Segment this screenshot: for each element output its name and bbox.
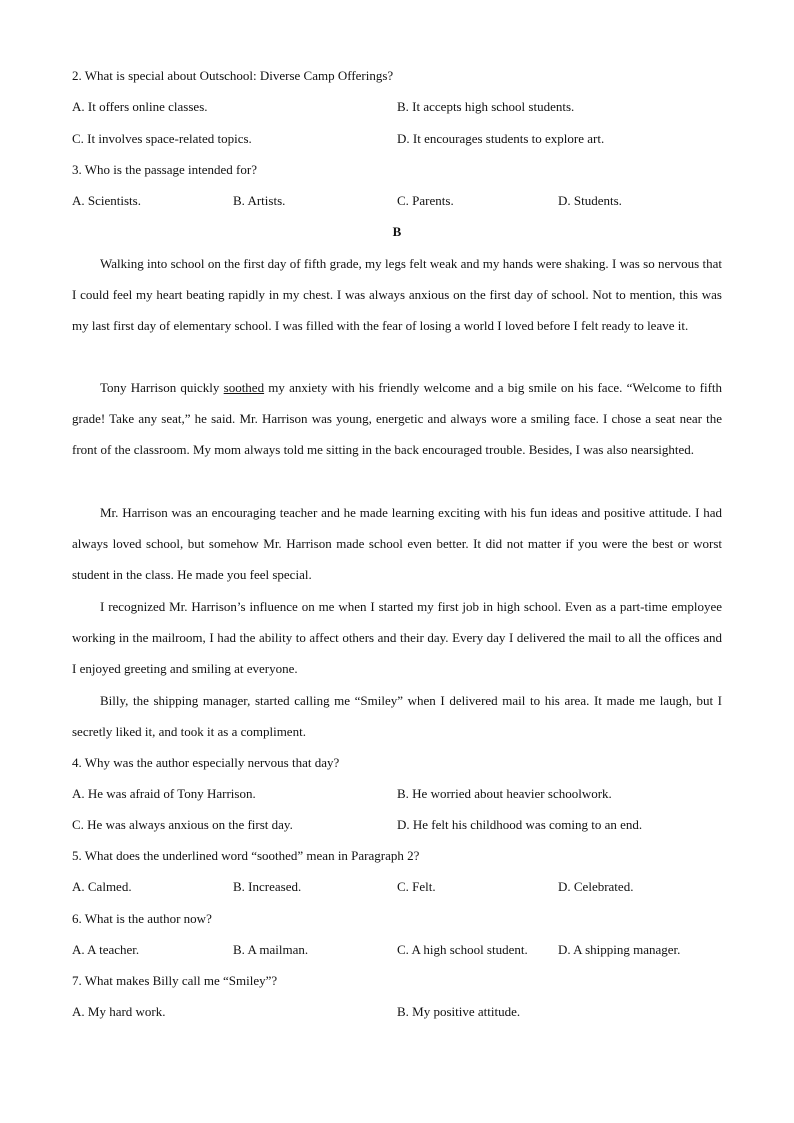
passage-paragraph-3: Mr. Harrison was an encouraging teacher and he made learning exciting with his fun ideas and positive attitude. I had always loved school, but somehow Mr. Harrison made school even better. It did not matter if you were the best or worst student in the class. He made you feel special. [72, 505, 722, 583]
question-4-option-a: A. He was afraid of Tony Harrison. [72, 786, 256, 801]
question-3-option-d: D. Students. [558, 193, 622, 208]
paragraph-2-text-end: my anxiety with his friendly welcome and a big smile on his face. “Welcome to fifth grade! Take any seat,” he said. Mr. Harrison was young, energetic and always wore a smiling face. I chose a seat near the front of the classroom. My mom always told me sitting in the back encouraged trouble. Besides, I was also nearsighted. [72, 380, 723, 458]
question-2-option-d: D. It encourages students to explore art. [397, 131, 605, 146]
question-4-option-c: C. He was always anxious on the first day. [72, 817, 293, 832]
question-2-stem: 2. What is special about Outschool: Diverse Camp Offerings? [72, 68, 394, 83]
underlined-word: soothed [223, 380, 265, 395]
passage-paragraph-4: I recognized Mr. Harrison’s influence on me when I started my first job in high school. Even as a part-time employee working in the mailroom, I had the ability to affect others and their day. Every day I delivered the mail to all the offices and I enjoyed greeting and smiling at everyone. [72, 599, 722, 677]
question-6-stem: 6. What is the author now? [72, 911, 212, 926]
question-6-option-d: D. A shipping manager. [558, 942, 681, 957]
question-6-option-a: A. A teacher. [72, 942, 140, 957]
question-5-option-a: A. Calmed. [72, 879, 132, 894]
section-heading: B [392, 224, 402, 239]
question-2-option-a: A. It offers online classes. [72, 99, 208, 114]
question-7-stem: 7. What makes Billy call me “Smiley”? [72, 973, 278, 988]
passage-paragraph-2 [72, 372, 722, 466]
question-5-option-c: C. Felt. [397, 879, 436, 894]
question-3-option-c: C. Parents. [397, 193, 454, 208]
question-5-stem: 5. What does the underlined word “soothed” mean in Paragraph 2? [72, 848, 420, 863]
question-5-option-d: D. Celebrated. [558, 879, 634, 894]
question-2-option-c: C. It involves space-related topics. [72, 131, 252, 146]
question-7-option-a: A. My hard work. [72, 1004, 166, 1019]
passage-paragraph-1: Walking into school on the first day of fifth grade, my legs felt weak and my hands were shaking. I was so nervous that I could feel my heart beating rapidly in my chest. I was always anxious on the first day of school. Not to mention, this was my last first day of elementary school. I was filled with the fear of losing a world I loved before I felt ready to leave it. [72, 256, 722, 334]
passage-paragraph-5: Billy, the shipping manager, started calling me “Smiley” when I delivered mail to his area. It made me laugh, but I secretly liked it, and took it as a compliment. [72, 693, 722, 740]
question-3-option-a: A. Scientists. [72, 193, 141, 208]
question-6-option-c: C. A high school student. [397, 942, 528, 957]
question-3-stem: 3. Who is the passage intended for? [72, 162, 257, 177]
question-5-option-b: B. Increased. [233, 879, 302, 894]
question-6-option-b: B. A mailman. [233, 942, 309, 957]
paragraph-2-text-start: Tony Harrison quickly [100, 380, 224, 395]
question-2-option-b: B. It accepts high school students. [397, 99, 575, 114]
question-4-stem: 4. Why was the author especially nervous that day? [72, 755, 340, 770]
question-4-option-b: B. He worried about heavier schoolwork. [397, 786, 612, 801]
question-4-option-d: D. He felt his childhood was coming to an end. [397, 817, 643, 832]
question-3-option-b: B. Artists. [233, 193, 286, 208]
question-7-option-b: B. My positive attitude. [397, 1004, 521, 1019]
